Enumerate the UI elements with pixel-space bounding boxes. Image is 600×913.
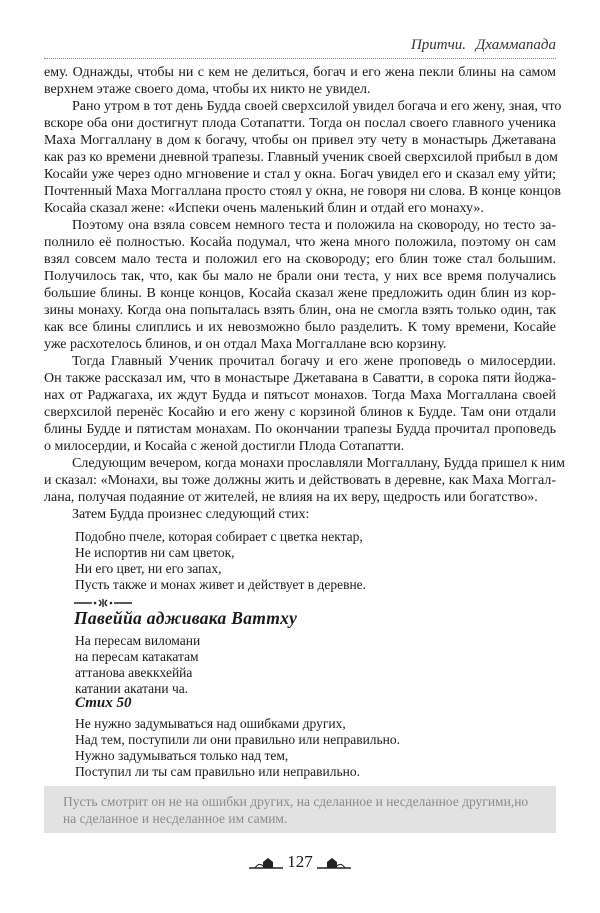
section-heading: Павеййа адживака Ваттху bbox=[74, 608, 298, 628]
verse-line: Поступил ли ты сам правильно или неправильно. bbox=[75, 764, 361, 779]
running-head: Притчи. Дхаммапада bbox=[410, 37, 556, 53]
text-line: как раз ко времени дневной трапезы. Главный ученик своей сверхсилой прибыл в дом bbox=[44, 150, 558, 165]
text-line: уже расхотелось блинов, и он отдал Маха Моггаллане всю корзину. bbox=[44, 337, 447, 352]
text-line: Он также рассказал им, что в монастыре Джетавана в Саватти, в сорока пяти йоджа- bbox=[44, 371, 556, 386]
page-number: 127 bbox=[287, 852, 313, 871]
text-line: Рано утром в тот день Будда своей сверхсилой увидел богача и его жену, зная, что bbox=[72, 99, 562, 114]
verse-pali bbox=[75, 633, 200, 697]
text-line: ему. Однажды, чтобы ни с кем не делиться, богач и его жена пекли блины на самом bbox=[44, 65, 556, 80]
verse-line: Над тем, поступили ли они правильно или неправильно. bbox=[75, 732, 401, 747]
text-line: Затем Будда произнес следующий стих: bbox=[72, 507, 310, 522]
right-ornament-icon bbox=[317, 857, 351, 869]
text-line: большие блины. В конце концов, Косайа сказал жене предложить один блин из кор- bbox=[44, 286, 556, 301]
text-line: Следующим вечером, когда монахи прославляли Моггаллану, Будда пришел к ним bbox=[72, 456, 566, 471]
text-line: сверхсилой перенёс Косайю и его жену с корзиной блинов к Будде. Там они отдали bbox=[44, 405, 556, 420]
verse-line: аттанова авеккхеййа bbox=[75, 665, 193, 680]
text-line: полнило её полностью. Косайа подумал, что жена много положила, поэтому он сам bbox=[44, 235, 556, 250]
text-line: Маха Моггаллану в дом к богачу, чтобы он привел эту чету в монастырь Джетавана bbox=[44, 133, 556, 148]
verse-line: Не нужно задумываться над ошибками других, bbox=[75, 716, 346, 731]
text-line: Получилось так, что, как бы мало не брали они теста, у них все время получались bbox=[44, 269, 556, 284]
verse-line: Подобно пчеле, которая собирает с цветка нектар, bbox=[75, 529, 363, 544]
verse-line: Не испортив ни сам цветок, bbox=[75, 545, 235, 560]
text-line: верхнем этаже своего дома, чтобы их никто не увидел. bbox=[44, 82, 371, 97]
header-rule bbox=[44, 58, 556, 59]
text-line: нах от Раджагаха, их ждут Будда и пятьсот монахов. Тогда Маха Моггаллана своей bbox=[44, 388, 556, 403]
verse-50 bbox=[75, 716, 400, 780]
quote-box bbox=[44, 786, 556, 833]
text-line: вскоре оба они достигнут плода Сотапатти. Тогда он послал своего главного ученика bbox=[44, 116, 556, 131]
text-line: как все блины слиплись и их невозможно было разделить. К тому времени, Косайе bbox=[44, 320, 556, 335]
text-line: Косайа сказал жене: «Испеки очень маленький блин и отдай его монаху». bbox=[44, 201, 484, 216]
text-line: лана, получая подаяние от жителей, не влияя на их веру, щедрость или богатство». bbox=[44, 490, 538, 505]
main-text bbox=[44, 64, 566, 523]
verse-line: на сделанное и несделанное им самим. bbox=[63, 811, 288, 826]
verse-line: катании акатани ча. bbox=[75, 681, 189, 696]
text-line: блины Будде и пятистам монахам. По окончании трапезы Будда прочитал проповедь bbox=[44, 422, 556, 437]
verse-line: Пусть также и монах живет и действует в деревне. bbox=[75, 577, 367, 592]
verse-russian bbox=[75, 529, 366, 593]
verse-line: На пересам виломани bbox=[75, 633, 201, 648]
text-line: Тогда Главный Ученик прочитал богачу и его жене проповедь о милосердии. bbox=[72, 354, 556, 369]
verse-line: Нужно задумываться только над тем, bbox=[75, 748, 289, 763]
text-line: и сказал: «Монахи, вы тоже должны жить и действовать в деревне, как Маха Моггал- bbox=[44, 473, 556, 488]
text-line: зины монаху. Когда она попыталась взять блин, она не смогла взять только один, так bbox=[44, 303, 556, 318]
text-line: взял совсем мало теста и положил его на сковороду; его блин тоже стал большим. bbox=[44, 252, 556, 267]
verse-line: Пусть смотрит он не на ошибки других, на сделанное и несделанное другими,но bbox=[63, 794, 529, 809]
page-footer bbox=[0, 852, 600, 872]
quote-text bbox=[63, 793, 551, 827]
left-ornament-icon bbox=[249, 857, 283, 869]
text-line: о милосердии, и Косайа с женой достигли Плода Сотапатти. bbox=[44, 439, 405, 454]
verse-line: Ни его цвет, ни его запах, bbox=[75, 561, 222, 576]
text-line: Почтенный Маха Моггаллана просто стоял у окна, не говоря ни слова. В конце концов bbox=[44, 184, 562, 199]
text-line: Косайи уже через одно мгновение и стал у окна. Богач увидел его и сказал ему уйти; bbox=[44, 167, 556, 182]
text-line: Поэтому она взяла совсем немного теста и положила на сковороду, но тесто за- bbox=[72, 218, 556, 233]
verse-line: на пересам катакатам bbox=[75, 649, 199, 664]
verse-number: Стих 50 bbox=[75, 695, 132, 711]
